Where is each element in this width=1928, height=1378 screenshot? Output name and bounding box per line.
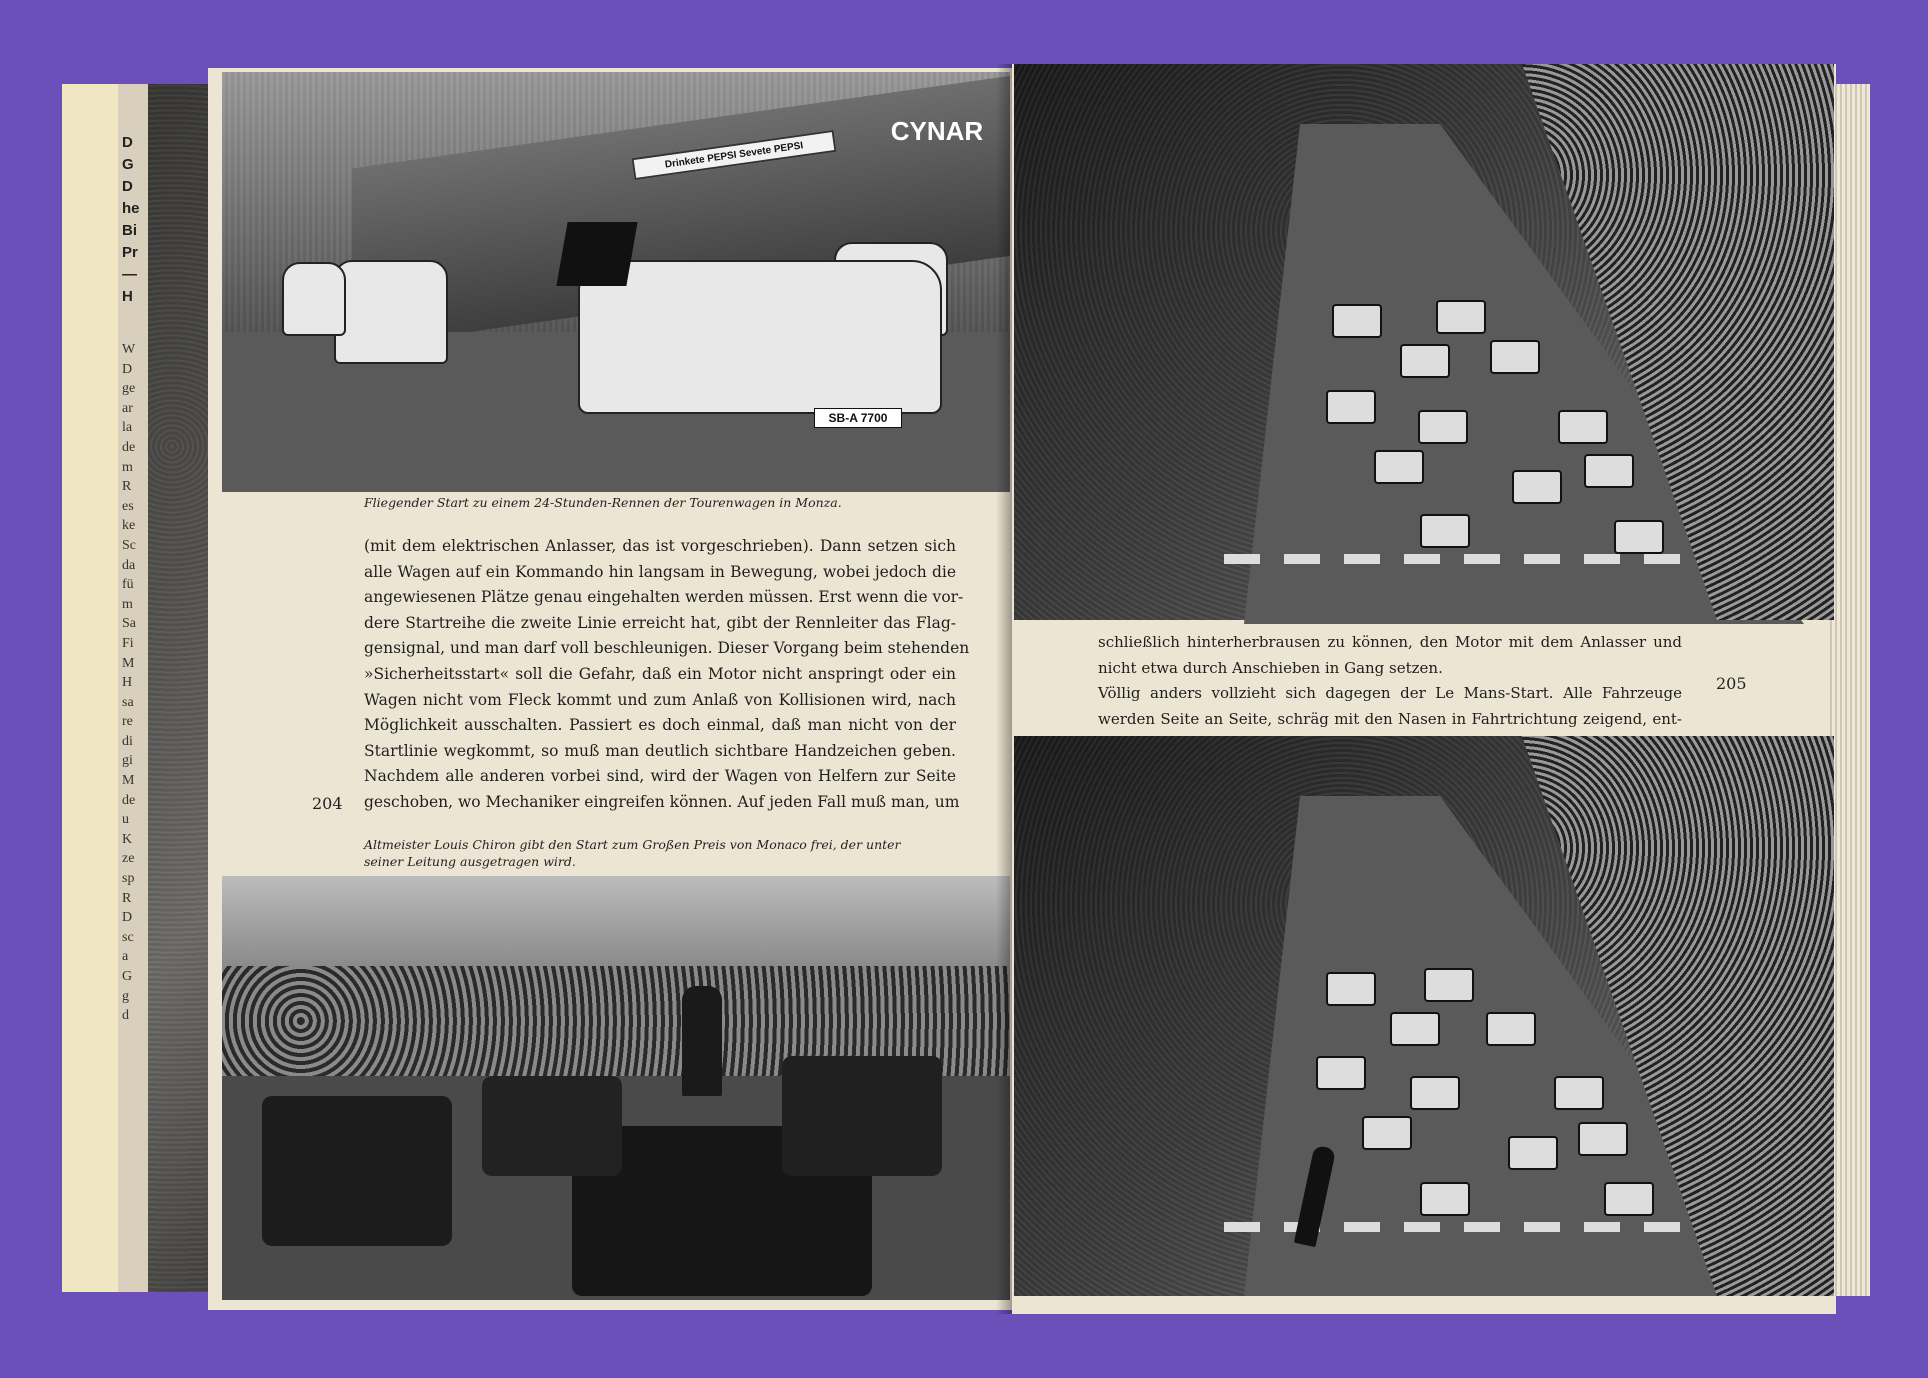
- race-car: [334, 260, 448, 364]
- formula-car: [782, 1056, 942, 1176]
- start-line-marking: [1524, 1222, 1560, 1232]
- race-car: [1490, 340, 1540, 374]
- race-car: [1420, 514, 1470, 548]
- start-line-marking: [1644, 554, 1680, 564]
- start-line-marking: [1224, 1222, 1260, 1232]
- race-car: [1390, 1012, 1440, 1046]
- monza-photo: [222, 72, 1010, 492]
- official-chiron: [682, 986, 722, 1096]
- page-number-right: 205: [1716, 674, 1747, 693]
- race-car: [1512, 470, 1562, 504]
- text-line: geschoben, wo Mechaniker eingreifen können. Auf jeden Fall muß man, um: [364, 792, 960, 811]
- race-car: [1578, 1122, 1628, 1156]
- text-line: (mit dem elektrischen Anlasser, das ist vorgeschrieben). Dann setzen sich: [364, 537, 956, 555]
- race-car: [1554, 1076, 1604, 1110]
- left-body-text: [364, 534, 970, 816]
- monaco-grid-photo-top: [1014, 64, 1834, 620]
- text-line: »Sicherheitsstart« soll die Gefahr, daß ein Motor nicht anspringt oder ein: [364, 664, 956, 683]
- flag: [556, 222, 637, 286]
- race-car: [1410, 1076, 1460, 1110]
- text-line: angewiesenen Plätze genau eingehalten werden müssen. Erst wenn die vor-: [364, 588, 964, 607]
- race-car: [1362, 1116, 1412, 1150]
- text-line: Startlinie wegkommt, so muß man deutlich sichtbare Handzeichen geben.: [364, 741, 956, 760]
- start-line-marking: [1584, 1222, 1620, 1232]
- text-line: alle Wagen auf ein Kommando hin langsam in Bewegung, wobei jedoch die: [364, 562, 956, 581]
- start-line-marking: [1344, 554, 1380, 564]
- monza-caption: Fliegender Start zu einem 24-Stunden-Rennen der Tourenwagen in Monza.: [364, 495, 842, 510]
- text-line: nicht etwa durch Anschieben in Gang setzen.: [1098, 658, 1443, 677]
- start-line-marking: [1404, 554, 1440, 564]
- race-car: [1508, 1136, 1558, 1170]
- start-line-marking: [1464, 554, 1500, 564]
- race-car: [1374, 450, 1424, 484]
- pace-car: [578, 260, 942, 414]
- race-car: [1584, 454, 1634, 488]
- monaco-start-photo: [222, 876, 1010, 1300]
- race-car: [1486, 1012, 1536, 1046]
- text-line: schließlich hinterherbrausen zu können, den Motor mit dem Anlasser und: [1098, 633, 1682, 651]
- page-number-left: 204: [312, 794, 343, 813]
- start-line-marking: [1524, 554, 1560, 564]
- race-car: [1424, 968, 1474, 1002]
- adjacent-book-heading-letters: D G D he Bi Pr — H: [122, 134, 140, 305]
- text-line: Wagen nicht vom Fleck kommt und zum Anlaß von Kollisionen wird, nach: [364, 690, 956, 709]
- pepsi-sign: Drinkete PEPSI Sevete PEPSI: [631, 130, 836, 180]
- start-line-marking: [1344, 1222, 1380, 1232]
- start-line-marking: [1284, 554, 1320, 564]
- race-car: [1436, 300, 1486, 334]
- start-line-marking: [1584, 554, 1620, 564]
- race-car: [1420, 1182, 1470, 1216]
- start-line-marking: [1224, 554, 1260, 564]
- formula-car: [482, 1076, 622, 1176]
- race-car: [1558, 410, 1608, 444]
- text-line: Völlig anders vollzieht sich dagegen der Le Mans-Start. Alle Fahrzeuge: [1098, 684, 1682, 703]
- race-car: [1332, 304, 1382, 338]
- race-car: [1604, 1182, 1654, 1216]
- start-line-marking: [1644, 1222, 1680, 1232]
- race-car: [1400, 344, 1450, 378]
- text-line: Möglichkeit ausschalten. Passiert es doch einmal, daß man nicht von der: [364, 716, 956, 735]
- start-line-marking: [1464, 1222, 1500, 1232]
- license-plate: SB-A 7700: [814, 408, 902, 428]
- race-car: [282, 262, 346, 336]
- adjacent-book-text-letters: W D ge ar la de m R es ke Sc da fü m Sa Fi M H sa re di gi M de u K ze sp R D sc a G g d: [122, 342, 136, 1024]
- start-line-marking: [1404, 1222, 1440, 1232]
- text-line: werden Seite an Seite, schräg mit den Nasen in Fahrtrichtung zeigend, ent-: [1098, 709, 1682, 728]
- monaco-caption: Altmeister Louis Chiron gibt den Start zum Großen Preis von Monaco frei, der unter seiner Leitung ausgetragen wird.: [364, 837, 901, 869]
- adjacent-book-photo-strip: [148, 84, 208, 1292]
- race-car: [1614, 520, 1664, 554]
- right-body-text: [1098, 630, 1682, 732]
- monaco-grid-photo-bottom: [1014, 736, 1834, 1296]
- race-car: [1326, 390, 1376, 424]
- formula-car: [262, 1096, 452, 1246]
- cynar-sign: CYNAR: [890, 115, 984, 146]
- right-page-edges: [1830, 84, 1870, 1296]
- text-line: Nachdem alle anderen vorbei sind, wird der Wagen von Helfern zur Seite: [364, 767, 956, 786]
- race-car: [1418, 410, 1468, 444]
- text-line: gensignal, und man darf voll beschleunigen. Dieser Vorgang beim stehenden: [364, 639, 970, 658]
- race-car: [1316, 1056, 1366, 1090]
- race-car: [1326, 972, 1376, 1006]
- text-line: dere Startreihe die zweite Linie erreicht hat, gibt der Rennleiter das Flag-: [364, 613, 956, 632]
